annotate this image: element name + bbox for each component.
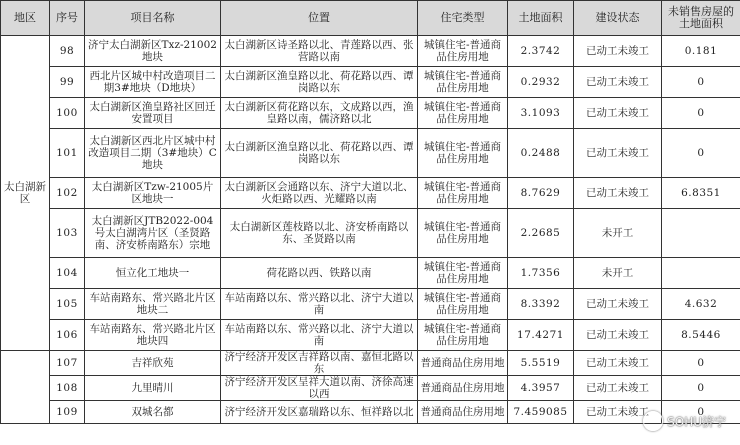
housing-type: 普通商品住房用地	[418, 351, 508, 376]
header-type: 住宅类型	[418, 1, 508, 36]
header-project: 项目名称	[85, 1, 221, 36]
project-name: 西北片区城中村改造项目二期3#地块（D地块）	[85, 67, 221, 98]
table-row	[1, 36, 740, 67]
unsold-area: 0	[662, 67, 740, 98]
table-row	[1, 258, 740, 289]
project-location: 太白湖新区荷花路以东，文成路以西，渔皇路以南，儒济路以北	[221, 98, 418, 129]
wechat-icon	[643, 411, 663, 431]
row-no: 100	[50, 98, 85, 129]
row-no: 107	[50, 351, 85, 376]
land-area: 1.7356	[508, 258, 574, 289]
land-area: 0.2932	[508, 67, 574, 98]
row-no: 106	[50, 320, 85, 351]
land-area: 17.4271	[508, 320, 574, 351]
housing-type: 城镇住宅-普通商品住房用地	[418, 178, 508, 209]
table-row	[1, 351, 740, 376]
land-area: 2.3742	[508, 36, 574, 67]
build-status: 已动工未竣工	[574, 98, 662, 129]
housing-type: 城镇住宅-普通商品住房用地	[418, 320, 508, 351]
row-no: 99	[50, 67, 85, 98]
project-location: 太白湖新区会通路以东、济宁大道以北、火炬路以西、光耀路以南	[221, 178, 418, 209]
region-cell: 太白湖新区	[1, 36, 50, 351]
header-unsold: 未销售房屋的土地面积	[662, 1, 740, 36]
row-no: 105	[50, 289, 85, 320]
project-location: 荷花路以西、铁路以南	[221, 258, 418, 289]
unsold-area: 8.5446	[662, 320, 740, 351]
header-row	[1, 1, 740, 36]
table-row	[1, 320, 740, 351]
table-row	[1, 376, 740, 401]
row-no: 104	[50, 258, 85, 289]
table-row	[1, 178, 740, 209]
build-status: 已动工未竣工	[574, 67, 662, 98]
unsold-area: 0.181	[662, 36, 740, 67]
project-name: 恒立化工地块一	[85, 258, 221, 289]
table-row	[1, 401, 740, 424]
unsold-area: 0	[662, 129, 740, 178]
build-status: 已动工未竣工	[574, 376, 662, 401]
project-name: 太白湖新区Tzw-21005片区地块一	[85, 178, 221, 209]
build-status: 未开工	[574, 209, 662, 258]
unsold-area: 0	[662, 376, 740, 401]
project-location: 太白湖新区渔皇路以北、荷花路以西、谭岗路以东	[221, 129, 418, 178]
row-no: 108	[50, 376, 85, 401]
build-status: 已动工未竣工	[574, 178, 662, 209]
row-no: 101	[50, 129, 85, 178]
unsold-area: 0	[662, 351, 740, 376]
table-row	[1, 209, 740, 258]
housing-type: 城镇住宅-普通商品住房用地	[418, 36, 508, 67]
land-area: 0.2488	[508, 129, 574, 178]
watermark	[643, 411, 726, 431]
housing-type: 城镇住宅-普通商品住房用地	[418, 67, 508, 98]
land-area: 7.459085	[508, 401, 574, 424]
build-status: 已动工未竣工	[574, 401, 662, 424]
table-row	[1, 129, 740, 178]
unsold-area: 6.8351	[662, 178, 740, 209]
land-area: 3.1093	[508, 98, 574, 129]
table-row	[1, 289, 740, 320]
project-location: 济宁经济开发区嘉瑞路以东、恒祥路以北	[221, 401, 418, 424]
housing-type: 城镇住宅-普通商品住房用地	[418, 289, 508, 320]
build-status: 已动工未竣工	[574, 289, 662, 320]
build-status: 已动工未竣工	[574, 129, 662, 178]
unsold-area: 4.632	[662, 289, 740, 320]
project-name: 九里晴川	[85, 376, 221, 401]
unsold-area	[662, 209, 740, 258]
build-status: 已动工未竣工	[574, 36, 662, 67]
project-name: 车站南路东、常兴路北片区地块四	[85, 320, 221, 351]
land-area: 2.2685	[508, 209, 574, 258]
unsold-area: 0	[662, 98, 740, 129]
project-name: 吉祥欣苑	[85, 351, 221, 376]
row-no: 109	[50, 401, 85, 424]
project-location: 车站南路以东、常兴路以北、济宁大道以南	[221, 289, 418, 320]
land-area: 5.5519	[508, 351, 574, 376]
project-location: 济宁经济开发区呈祥大道以南、济徐高速以西	[221, 376, 418, 401]
watermark-text: SOHU济宁	[667, 414, 726, 429]
housing-type: 城镇住宅-普通商品住房用地	[418, 258, 508, 289]
land-area: 8.7629	[508, 178, 574, 209]
project-name: 太白湖新区西北片区城中村改造项目二期（3#地块）C地块	[85, 129, 221, 178]
table-row	[1, 98, 740, 129]
project-name: 车站南路东、常兴路北片区地块二	[85, 289, 221, 320]
header-status: 建设状态	[574, 1, 662, 36]
build-status: 已动工未竣工	[574, 320, 662, 351]
project-location: 济宁经济开发区吉祥路以南、嘉恒北路以东	[221, 351, 418, 376]
project-location: 车站南路以东、常兴路以北、济宁大道以南	[221, 320, 418, 351]
row-no: 98	[50, 36, 85, 67]
housing-type: 城镇住宅-普通商品住房用地	[418, 209, 508, 258]
build-status: 已动工未竣工	[574, 351, 662, 376]
header-location: 位置	[221, 1, 418, 36]
project-location: 太白湖新区诗圣路以北、青莲路以西、张营路以南	[221, 36, 418, 67]
housing-type: 城镇住宅-普通商品住房用地	[418, 98, 508, 129]
row-no: 102	[50, 178, 85, 209]
unsold-area: 0	[662, 401, 740, 424]
build-status: 未开工	[574, 258, 662, 289]
housing-type: 城镇住宅-普通商品住房用地	[418, 129, 508, 178]
land-area: 8.3392	[508, 289, 574, 320]
housing-type: 普通商品住房用地	[418, 376, 508, 401]
project-location: 太白湖新区莲枝路以北、济安桥南路以东、圣贤路以南	[221, 209, 418, 258]
region-cell	[1, 351, 50, 424]
row-no: 103	[50, 209, 85, 258]
housing-type: 普通商品住房用地	[418, 401, 508, 424]
project-name: 太白湖新区JTB2022-004号太白湖湾片区（圣贤路南、济安桥南路东）宗地	[85, 209, 221, 258]
project-name: 双城名都	[85, 401, 221, 424]
land-area: 4.3957	[508, 376, 574, 401]
table-row	[1, 67, 740, 98]
header-area: 土地面积	[508, 1, 574, 36]
project-name: 太白湖新区渔皇路社区回迁安置项目	[85, 98, 221, 129]
header-region: 地区	[1, 1, 50, 36]
project-name: 济宁太白湖新区Txz-21002地块	[85, 36, 221, 67]
header-no: 序号	[50, 1, 85, 36]
unsold-area	[662, 258, 740, 289]
project-location: 太白湖新区渔皇路以北、荷花路以西、谭岗路以东	[221, 67, 418, 98]
